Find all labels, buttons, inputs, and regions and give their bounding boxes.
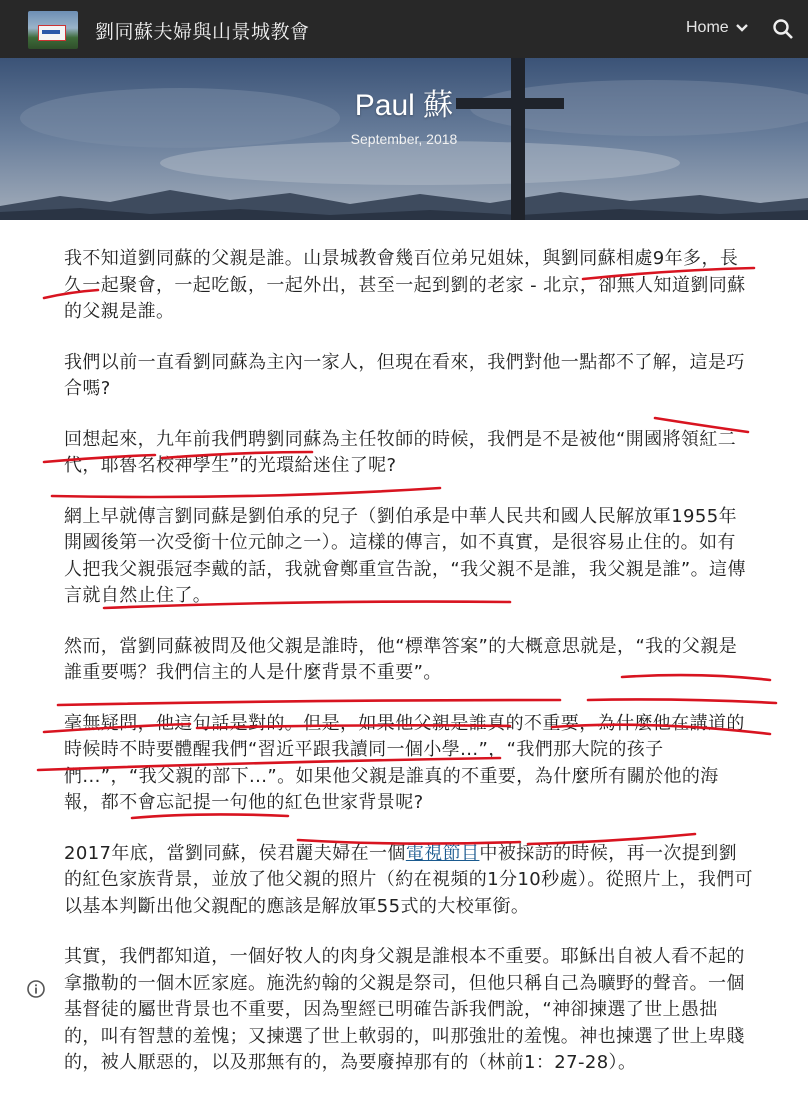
nav-home-menu[interactable]	[686, 19, 749, 37]
paragraph-3: 回想起來，九年前我們聘劉同蘇為主任牧師的時候，我們是不是被他“開國將領紅二代，耶魯名校神學生”的光環給迷住了呢?	[64, 428, 737, 476]
paragraph-7	[64, 841, 754, 921]
paragraph-7-text-before: 2017年底，當劉同蘇，侯君麗夫婦在一個	[64, 842, 406, 864]
nav-home-label: Home	[686, 19, 729, 36]
info-icon[interactable]	[26, 979, 46, 999]
search-icon[interactable]	[772, 18, 794, 40]
top-app-bar	[0, 0, 808, 58]
paragraph-8: 其實，我們都知道，一個好牧人的肉身父親是誰根本不重要。耶穌出自被人看不起的拿撒勒的一個木匠家庭。施洗約翰的父親是祭司，但他只稱自己為曠野的聲音。一個基督徒的屬世背景也不重要，因為聖經已明確告訴我們說，“神卻揀選了世上愚拙的，叫有智慧的羞愧；又揀選了世上軟弱的，叫那強壯的羞愧。神也揀選了世上卑賤的，被人厭惡的，以及那無有的，為要廢掉那有的（林前1：27-28）。	[64, 946, 745, 1073]
tv-program-link[interactable]: 電視節目	[405, 842, 480, 864]
paragraph-2: 我們以前一直看劉同蘇為主內一家人，但現在看來，我們對他一點都不了解，這是巧合嗎?	[64, 351, 745, 399]
paragraph-7-text-after: 中被採訪的時候，再一次提到劉的紅色家族背景，並放了他父親的照片（約在視頻的1分10秒處）。從照片上，我們可以基本判斷出他父親配的應該是解放軍55式的大校軍銜。	[64, 842, 753, 917]
hero-banner	[0, 58, 808, 220]
page-title: Paul 蘇	[354, 89, 454, 122]
chevron-down-icon	[735, 23, 749, 33]
paragraph-5: 然而，當劉同蘇被問及他父親是誰時，他“標準答案”的大概意思就是，“我的父親是誰重要嗎？我們信主的人是什麼背景不重要”。	[64, 635, 738, 683]
paragraph-4: 網上早就傳言劉同蘇是劉伯承的兒子（劉伯承是中華人民共和國人民解放軍1955年開國後第一次受銜十位元帥之一）。這樣的傳言，如不真實，是很容易止住的。如有人把我父親張冠李戴的話，我就會鄭重宣告說，“我父親不是誰，我父親是誰”。這傳言就自然止住了。	[64, 505, 746, 606]
site-logo[interactable]	[28, 11, 78, 49]
paragraph-6: 毫無疑問，他這句話是對的。但是，如果他父親是誰真的不重要，為什麼他在講道的時候時不時要體醒我們“習近平跟我讀同一個小學...”，“我們那大院的孩子們...”，“我父親的部下...”。如果他父親是誰真的不重要，為什麼所有關於他的海報，都不會忘記提一句他的紅色世家背景呢?	[64, 712, 745, 813]
paragraph-1: 我不知道劉同蘇的父親是誰。山景城教會幾百位弟兄姐妹，與劉同蘇相處9年多，長久一起聚會，一起吃飯，一起外出，甚至一起到劉的老家 - 北京，卻無人知道劉同蘇的父親是誰。	[64, 248, 746, 322]
site-title[interactable]: 劉同蘇夫婦與山景城教會	[95, 21, 310, 43]
page-date: September, 2018	[350, 131, 458, 147]
article-body	[64, 246, 754, 1101]
